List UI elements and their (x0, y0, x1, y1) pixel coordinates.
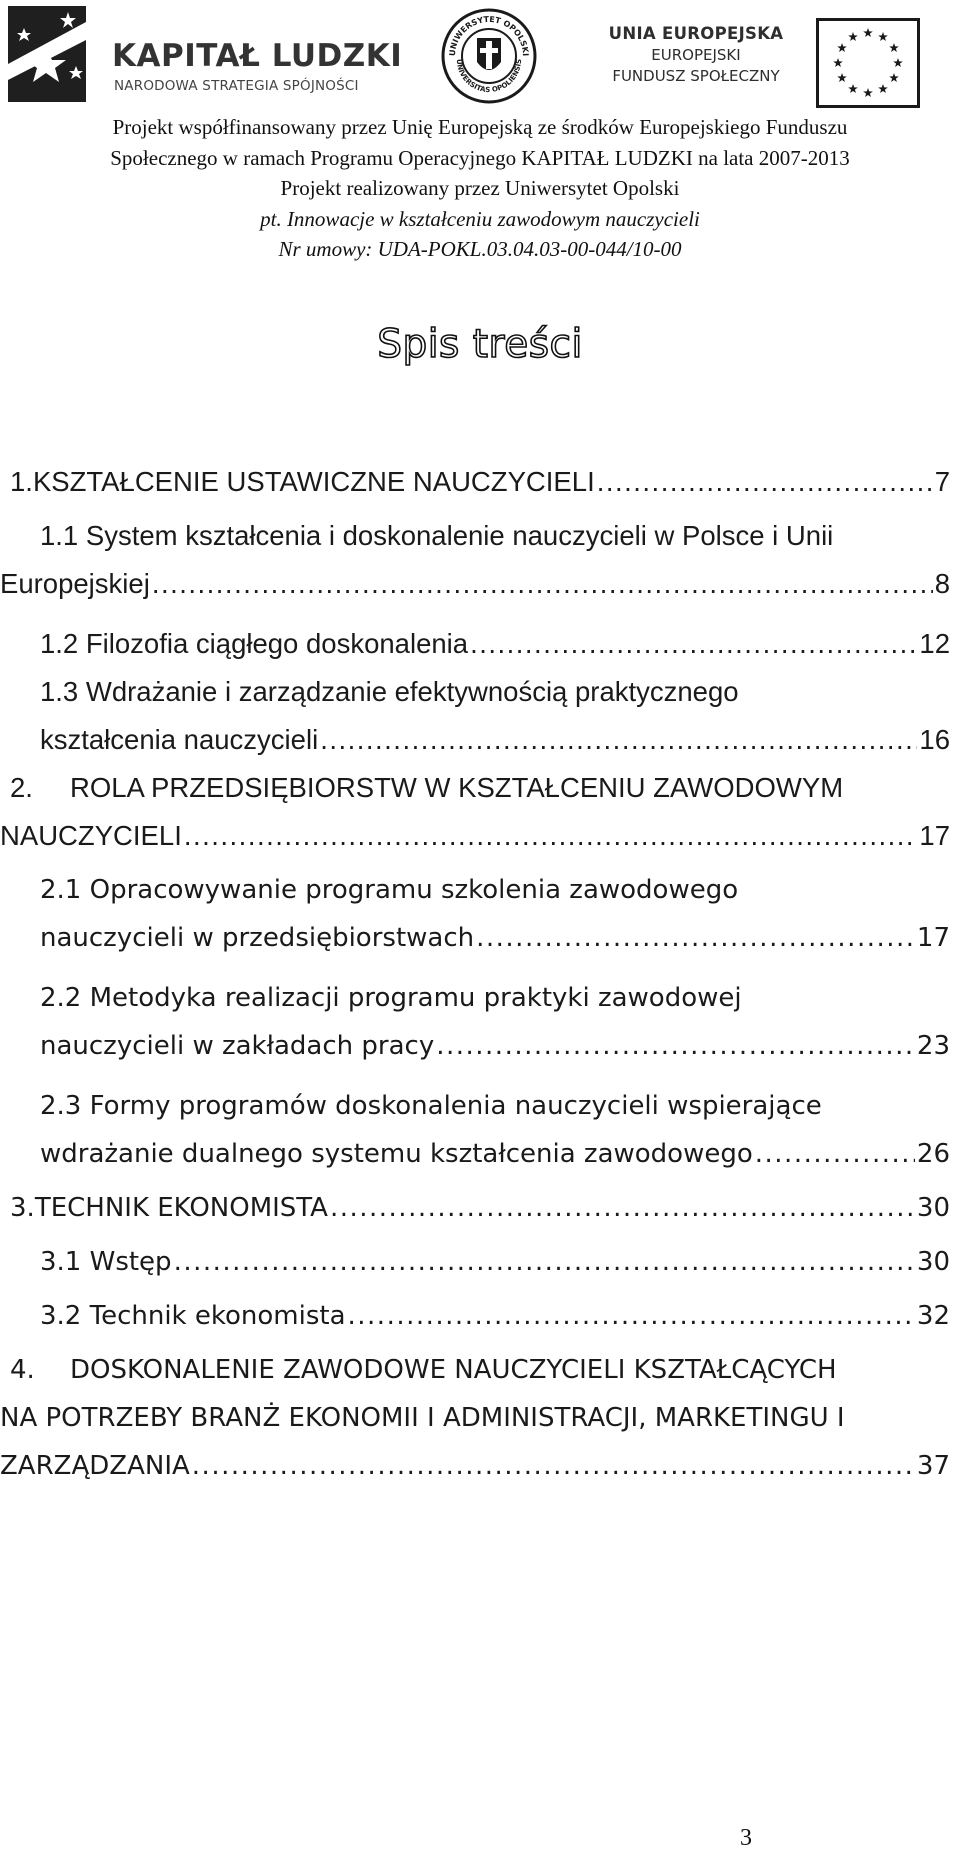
toc-entry[interactable] (0, 764, 950, 860)
eu-title: UNIA EUROPEJSKA (608, 24, 784, 43)
seal-ring-top: UNIWERSYTET OPOLSKI (447, 14, 531, 57)
toc-entry-page: 7 (934, 466, 950, 497)
toc-entry-page: 17 (916, 923, 950, 953)
toc-leader-dots (755, 1130, 915, 1178)
page-number: 3 (740, 1825, 752, 1851)
toc-entry-number: 4. (10, 1355, 35, 1385)
eu-texts (606, 24, 786, 85)
toc-entry[interactable] (0, 1082, 950, 1178)
toc-entry[interactable] (0, 866, 950, 962)
toc-entry[interactable] (0, 1184, 950, 1232)
eu-flag-icon (816, 18, 920, 108)
kapital-ludzki-emblem-icon (6, 4, 106, 108)
toc-entry-title-cont: ZARZĄDZANIA (0, 1451, 190, 1481)
seal-ring-bottom: UNIVERSITAS OPOLIENSIS (454, 58, 524, 95)
toc-entry[interactable] (0, 620, 950, 668)
toc-entry[interactable] (0, 512, 950, 608)
toc-leader-dots (348, 1292, 915, 1340)
toc-leader-dots (436, 1022, 915, 1070)
toc-entry-title-cont: wdrażanie dualnego systemu kształcenia zawodowego (40, 1139, 753, 1169)
toc-entry-title-cont: nauczycieli w zakładach pracy (40, 1031, 435, 1061)
toc-entry-number: 2. (10, 772, 33, 803)
toc-entry-page: 26 (916, 1139, 950, 1169)
toc-entry-page: 37 (916, 1451, 950, 1481)
eu-line-3: FUNDUSZ SPOŁECZNY (612, 67, 780, 85)
university-seal (441, 8, 537, 104)
toc-leader-dots (476, 914, 915, 962)
project-info (0, 112, 960, 265)
table-of-contents (0, 458, 960, 1490)
toc-heading: Spis treści (377, 322, 583, 367)
toc-entry[interactable] (0, 1238, 950, 1286)
project-line-3: Projekt realizowany przez Uniwersytet Opolski (280, 176, 680, 200)
toc-leader-dots (330, 1184, 915, 1232)
project-line-1: Projekt współfinansowany przez Unię Europejską ze środków Europejskiego Funduszu (112, 115, 848, 139)
toc-leader-dots (174, 1238, 915, 1286)
toc-entry-page: 23 (916, 1031, 950, 1061)
toc-entry-page: 17 (919, 820, 950, 851)
toc-entry[interactable] (0, 668, 950, 764)
toc-entry[interactable] (0, 1346, 950, 1490)
toc-entry-title-cont: kształcenia nauczycieli (40, 724, 319, 755)
toc-leader-dots (470, 620, 917, 668)
toc-entry[interactable] (0, 458, 950, 506)
toc-entry-title: 2.2 Metodyka realizacji programu praktyki zawodowej (40, 983, 742, 1013)
toc-entry-title: KSZTAŁCENIE USTAWICZNE NAUCZYCIELI (32, 466, 595, 497)
toc-entry-title: 3.1 Wstęp (40, 1247, 172, 1277)
project-title: pt. Innowacje w kształceniu zawodowym nauczycieli (260, 206, 700, 231)
university-seal-icon (441, 8, 537, 104)
toc-entry-title: 3.2 Technik ekonomista (40, 1301, 346, 1331)
toc-entry-page: 16 (919, 724, 950, 755)
kapital-ludzki-title: KAPITAŁ LUDZKI (112, 38, 403, 74)
toc-entry[interactable] (0, 1292, 950, 1340)
toc-entry-number: 1. (10, 466, 33, 497)
toc-entry-title: 1.2 Filozofia ciągłego doskonalenia (40, 628, 469, 659)
toc-entry-page: 8 (934, 568, 950, 599)
eu-logo (600, 18, 930, 110)
toc-entry-title: DOSKONALENIE ZAWODOWE NAUCZYCIELI KSZTAŁCĄCYCH (70, 1355, 837, 1385)
project-line-2: Społecznego w ramach Programu Operacyjnego KAPITAŁ LUDZKI na lata 2007-2013 (110, 145, 850, 170)
toc-entry-title-cont: nauczycieli w przedsiębiorstwach (40, 923, 475, 953)
toc-entry-title: ROLA PRZEDSIĘBIORSTW W KSZTAŁCENIU ZAWODOWYM (70, 772, 844, 803)
toc-entry-title-cont: Europejskiej (0, 568, 150, 599)
toc-entry-page: 30 (916, 1193, 950, 1223)
toc-entry[interactable] (0, 974, 950, 1070)
toc-entry-page: 30 (916, 1247, 950, 1277)
toc-entry-title-cont: NA POTRZEBY BRANŻ EKONOMII I ADMINISTRACJI, MARKETINGU I (0, 1403, 845, 1433)
toc-entry-title: 1.3 Wdrażanie i zarządzanie efektywnością praktycznego (40, 676, 739, 707)
toc-entry-title: TECHNIK EKONOMISTA (34, 1193, 328, 1223)
toc-entry-title: 2.1 Opracowywanie programu szkolenia zawodowego (40, 875, 739, 905)
toc-leader-dots (152, 560, 933, 608)
toc-entry-page: 32 (916, 1301, 950, 1331)
toc-leader-dots (597, 458, 933, 506)
toc-entry-number: 3. (10, 1193, 35, 1223)
toc-leader-dots (184, 812, 918, 860)
toc-leader-dots (192, 1442, 915, 1490)
toc-entry-title: 2.3 Formy programów doskonalenia nauczycieli wspierające (40, 1091, 822, 1121)
logo-header (0, 0, 960, 112)
kapital-ludzki-subtitle: NARODOWA STRATEGIA SPÓJNOŚCI (114, 78, 359, 94)
toc-entry-title-cont: NAUCZYCIELI (0, 820, 182, 851)
kapital-ludzki-logo (6, 4, 406, 108)
toc-leader-dots (320, 716, 917, 764)
toc-entry-page: 12 (919, 628, 950, 659)
eu-line-2: EUROPEJSKI (651, 46, 741, 64)
contract-number: Nr umowy: UDA-POKL.03.04.03-00-044/10-00 (278, 237, 682, 261)
toc-entry-title: 1.1 System kształcenia i doskonalenie nauczycieli w Polsce i Unii (40, 520, 834, 551)
